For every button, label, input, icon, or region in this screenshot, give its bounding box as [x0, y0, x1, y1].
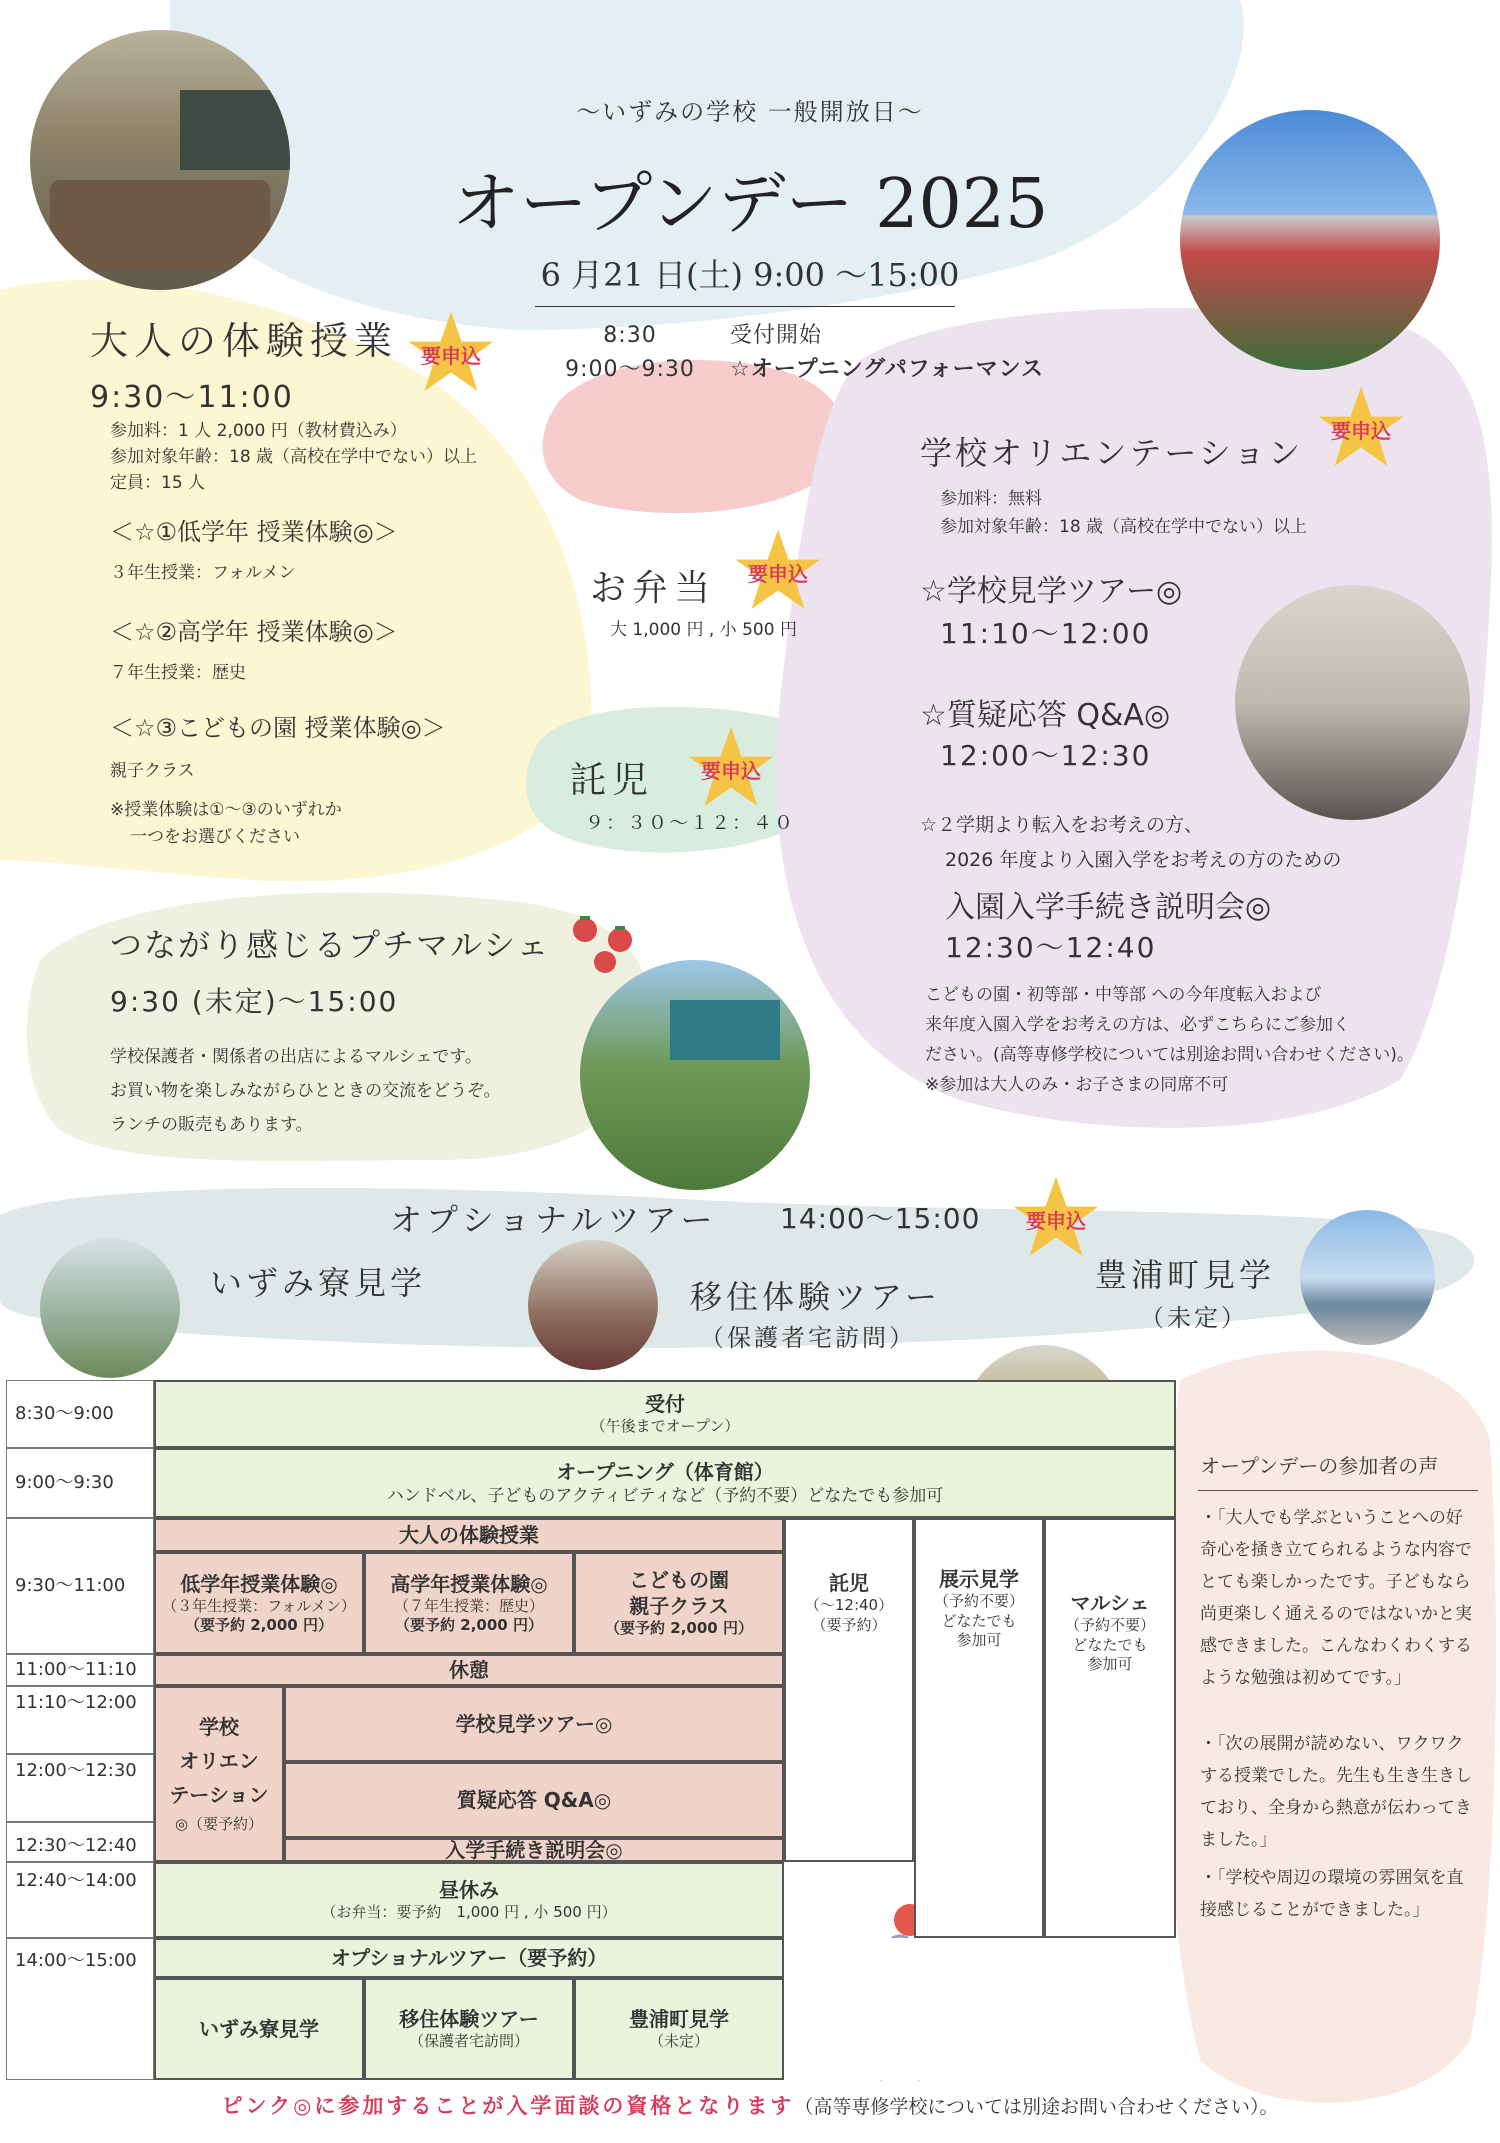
- tour-title: ☆学校見学ツアー◎: [920, 574, 1183, 609]
- class-2-desc: ７年生授業：歴史: [110, 663, 246, 683]
- classroom-photo: [30, 30, 290, 290]
- admission-cell: [284, 1838, 784, 1862]
- adult-class-time: 9:30〜11:00: [90, 380, 294, 415]
- adult-class-title: 大人の体験授業: [90, 319, 399, 363]
- header-divider: [535, 306, 955, 307]
- transfer-line-1: ☆２学期より転入をお考えの方、: [920, 814, 1204, 836]
- optional-cell-1: [154, 1978, 364, 2080]
- time-cell: 12:30〜12:40: [6, 1822, 154, 1862]
- detail-line: 参加対象年齢：18 歳（高校在学中でない）以上: [110, 447, 478, 467]
- adult-class-header: [154, 1518, 784, 1552]
- childcare-sub: （要予約）: [811, 1615, 887, 1634]
- time-cell: 9:30〜11:00: [6, 1518, 154, 1654]
- event-date: 6 月21 日(土) 9:00 〜15:00: [540, 256, 960, 294]
- adult-class-details: [110, 418, 477, 496]
- class-note-1: ※授業体験は①〜③のいずれか: [110, 800, 342, 820]
- optional-tour-2-sub: （保護者宅訪問）: [700, 1324, 916, 1352]
- apply-badge-label: 要申込: [748, 561, 808, 586]
- schedule-label: 受付開始: [730, 323, 823, 348]
- tour-photo: [528, 1240, 658, 1370]
- optional-tour-2: 移住体験ツアー: [690, 1278, 942, 1316]
- optional-tour-1: いずみ寮見学: [210, 1264, 427, 1302]
- optional-tour-sub: （未定）: [648, 2032, 709, 2051]
- optional-tour-sub: （保護者宅訪問）: [408, 2032, 529, 2051]
- class-title: こどもの園: [629, 1568, 729, 1593]
- childcare-sub: （〜12:40）: [804, 1596, 894, 1614]
- time-cell: 8:30〜9:00: [6, 1380, 154, 1448]
- exhibit-cell: [914, 1518, 1044, 1938]
- dormitory-photo: [40, 1238, 180, 1378]
- footer-main: ピンク◎に参加することが入学面談の資格となります: [221, 2094, 795, 2118]
- marche-photo: [580, 960, 810, 1190]
- apply-badge: [1010, 1175, 1102, 1263]
- tour-label: 学校見学ツアー◎: [455, 1712, 613, 1736]
- orientation-label: 学校: [199, 1715, 239, 1740]
- optional-label: オプショナルツアー（要予約）: [330, 1946, 608, 1970]
- time-cell: 12:40〜14:00: [6, 1862, 154, 1938]
- marche-cell: [1044, 1518, 1176, 1938]
- marche-title: つながり感じるプチマルシェ: [110, 926, 551, 964]
- admission-label: 入学手続き説明会◎: [445, 1838, 623, 1862]
- optional-header-cell: [154, 1938, 784, 1978]
- apply-badge-label: 要申込: [1331, 418, 1391, 443]
- desc-line: お買い物を楽しみながらひとときの交流をどうぞ。: [110, 1081, 501, 1101]
- school-building-photo: [1180, 110, 1440, 370]
- apply-badge: [732, 528, 824, 616]
- desc-line: ランチの販売もあります。: [110, 1115, 313, 1135]
- break-label: 休憩: [449, 1658, 489, 1682]
- voice-1: ・「大人でも学ぶということへの好奇心を掻き立てられるような内容でとても楽しかったです。子どもなら尚更楽しく通えるのではないかと実感できました。こんなわくわくするような勉強は初めてです。」: [1200, 1508, 1472, 1688]
- optional-tour-3: 豊浦町見学: [1095, 1256, 1276, 1294]
- voices-title: オープンデーの参加者の声: [1200, 1454, 1439, 1478]
- exhibit-sub: 参加可: [956, 1631, 1002, 1649]
- time-cell: 11:00〜11:10: [6, 1654, 154, 1686]
- apply-badge: [405, 310, 497, 398]
- reception-cell: [154, 1380, 1176, 1448]
- class-2-title: ＜☆②高学年 授業体験◎＞: [110, 618, 398, 646]
- note-line: こどもの園・初等部・中等部 への今年度転入および: [925, 985, 1322, 1005]
- orientation-label: オリエン: [179, 1749, 259, 1774]
- optional-title: オプショナルツアー: [390, 1201, 718, 1239]
- class-sub: （７年生授業：歴史）: [393, 1596, 544, 1615]
- childcare-title: 託児: [570, 760, 655, 801]
- marche-label: マルシェ: [1070, 1591, 1150, 1615]
- class-cell-1: [154, 1552, 364, 1654]
- apply-badge: [685, 725, 777, 813]
- schedule-table: [6, 1380, 1176, 2080]
- class-3-title: ＜☆③こどもの園 授業体験◎＞: [110, 714, 446, 742]
- orientation-note: [925, 980, 1414, 1100]
- class-sub: 親子クラス: [629, 1594, 729, 1619]
- empty-cell: [784, 1938, 1176, 2080]
- marche-sub: （予約不要）: [1064, 1616, 1155, 1634]
- tour-time: 11:10〜12:00: [940, 617, 1152, 650]
- class-3-desc: 親子クラス: [110, 761, 195, 781]
- schedule-time: 9:00〜9:30: [565, 357, 695, 382]
- class-title: 高学年授業体験◎: [390, 1571, 548, 1596]
- class-sub: （３年生授業：フォルメン）: [162, 1596, 356, 1615]
- opening-label: オープニング（体育館）: [556, 1459, 774, 1484]
- opening-cell: [154, 1448, 1176, 1518]
- qa-time: 12:00〜12:30: [940, 739, 1152, 772]
- schedule-label: ☆オープニングパフォーマンス: [730, 357, 1045, 382]
- marche-time: 9:30 (未定)〜15:00: [110, 985, 399, 1018]
- note-line: ださい。(高等専修学校については別途お問い合わせください)。: [925, 1045, 1414, 1065]
- detail-line: 参加料：無料: [940, 489, 1042, 509]
- class-cell-3: [574, 1552, 784, 1654]
- class-title: 低学年授業体験◎: [180, 1571, 338, 1596]
- orientation-title: 学校オリエンテーション: [920, 434, 1304, 472]
- childcare-cell: [784, 1518, 914, 1862]
- tour-cell: [284, 1686, 784, 1762]
- time-cell: 14:00〜15:00: [6, 1938, 154, 2080]
- page-title: オープンデー 2025: [451, 165, 1049, 244]
- note-line: 来年度入園入学をお考えの方は、必ずこちらにご参加く: [925, 1015, 1350, 1035]
- adult-class-label: 大人の体験授業: [399, 1523, 539, 1547]
- class-fee: （要予約 2,000 円）: [395, 1616, 543, 1634]
- break-cell: [154, 1654, 784, 1686]
- optional-tour-3-sub: （未定）: [1140, 1304, 1248, 1332]
- exhibit-sub: どなたでも: [941, 1611, 1017, 1630]
- orientation-cell: [154, 1686, 284, 1862]
- schedule-time: 8:30: [603, 323, 657, 348]
- reception-label: 受付: [645, 1392, 685, 1417]
- lunch-sub: （お弁当：要予約 1,000 円 , 小 500 円）: [321, 1903, 617, 1922]
- class-1-desc: ３年生授業：フォルメン: [110, 563, 296, 583]
- marche-sub: 参加可: [1087, 1655, 1133, 1673]
- voices-divider: [1198, 1490, 1478, 1491]
- optional-tour-label: 移住体験ツアー: [399, 2007, 539, 2032]
- time-cell: 9:00〜9:30: [6, 1448, 154, 1518]
- voice-3: ・「学校や周辺の環境の雰囲気を直接感じることができました。」: [1200, 1868, 1464, 1920]
- qa-label: 質疑応答 Q&A◎: [456, 1788, 612, 1812]
- class-note-2: 一つをお選びください: [130, 827, 300, 847]
- time-cell: 11:10〜12:00: [6, 1686, 154, 1754]
- footer-sub: （高等専修学校については別途お問い合わせください）。: [794, 2096, 1279, 2118]
- note-line: ※参加は大人のみ・お子さまの同席不可: [925, 1075, 1229, 1095]
- strawberry-decoration: [560, 900, 660, 980]
- childcare-label: 託児: [829, 1571, 869, 1595]
- reception-sub: （午後までオープン）: [590, 1417, 740, 1436]
- qa-title: ☆質疑応答 Q&A◎: [920, 698, 1171, 733]
- detail-line: 参加対象年齢：18 歳（高校在学中でない）以上: [940, 517, 1308, 537]
- apply-badge: [1315, 385, 1407, 473]
- orientation-sub: ◎（要予約）: [174, 1815, 264, 1834]
- admission-time: 12:30〜12:40: [945, 931, 1157, 964]
- lunch-label: 昼休み: [439, 1878, 499, 1903]
- header-schedule-row-1: [530, 318, 822, 349]
- bento-title: お弁当: [590, 568, 717, 609]
- class-1-title: ＜☆①低学年 授業体験◎＞: [110, 518, 398, 546]
- qa-cell: [284, 1762, 784, 1838]
- voice-2: ・「次の展開が読めない、ワクワクする授業でした。先生も生き生きしており、全身から熱意が伝わってきました。」: [1200, 1734, 1472, 1850]
- orientation-details: [940, 485, 1307, 541]
- transfer-line-2: 2026 年度より入園入学をお考えの方のための: [945, 849, 1342, 871]
- admission-title: 入園入学手続き説明会◎: [945, 890, 1272, 925]
- time-cell: 12:00〜12:30: [6, 1754, 154, 1822]
- orientation-photo: [1235, 585, 1470, 820]
- class-cell-2: [364, 1552, 574, 1654]
- optional-time: 14:00〜15:00: [780, 1202, 981, 1235]
- detail-line: 定員：15 人: [110, 473, 206, 493]
- class-fee: （要予約 2,000 円）: [185, 1616, 333, 1634]
- desc-line: 学校保護者・関係者の出店によるマルシェです。: [110, 1047, 482, 1067]
- marche-sub: どなたでも: [1072, 1635, 1148, 1654]
- apply-badge-label: 要申込: [1026, 1208, 1086, 1233]
- optional-tour-label: いずみ寮見学: [199, 2017, 319, 2041]
- toyoura-photo: [1300, 1210, 1435, 1345]
- header-schedule-row-2: [530, 352, 1044, 383]
- footer-note: [0, 2090, 1500, 2120]
- bento-price: 大 1,000 円 , 小 500 円: [610, 620, 797, 640]
- lunch-cell: [154, 1862, 784, 1938]
- class-fee: （要予約 2,000 円）: [605, 1619, 753, 1638]
- exhibit-sub: （予約不要）: [933, 1592, 1024, 1610]
- orientation-label: テーション: [169, 1783, 269, 1808]
- detail-line: 参加料：1 人 2,000 円（教材費込み）: [110, 421, 407, 441]
- apply-badge-label: 要申込: [421, 343, 481, 368]
- optional-cell-3: [574, 1978, 784, 2080]
- optional-cell-2: [364, 1978, 574, 2080]
- apply-badge-label: 要申込: [701, 758, 761, 783]
- header-subtitle: 〜いずみの学校 一般開放日〜: [576, 98, 924, 126]
- optional-tour-label: 豊浦町見学: [629, 2007, 729, 2032]
- opening-sub: ハンドベル、子どものアクティビティなど（予約不要）どなたでも参加可: [386, 1485, 944, 1506]
- marche-desc: [110, 1040, 501, 1142]
- childcare-time: ９：３０〜１２：４０: [585, 812, 796, 834]
- exhibit-label: 展示見学: [939, 1567, 1019, 1591]
